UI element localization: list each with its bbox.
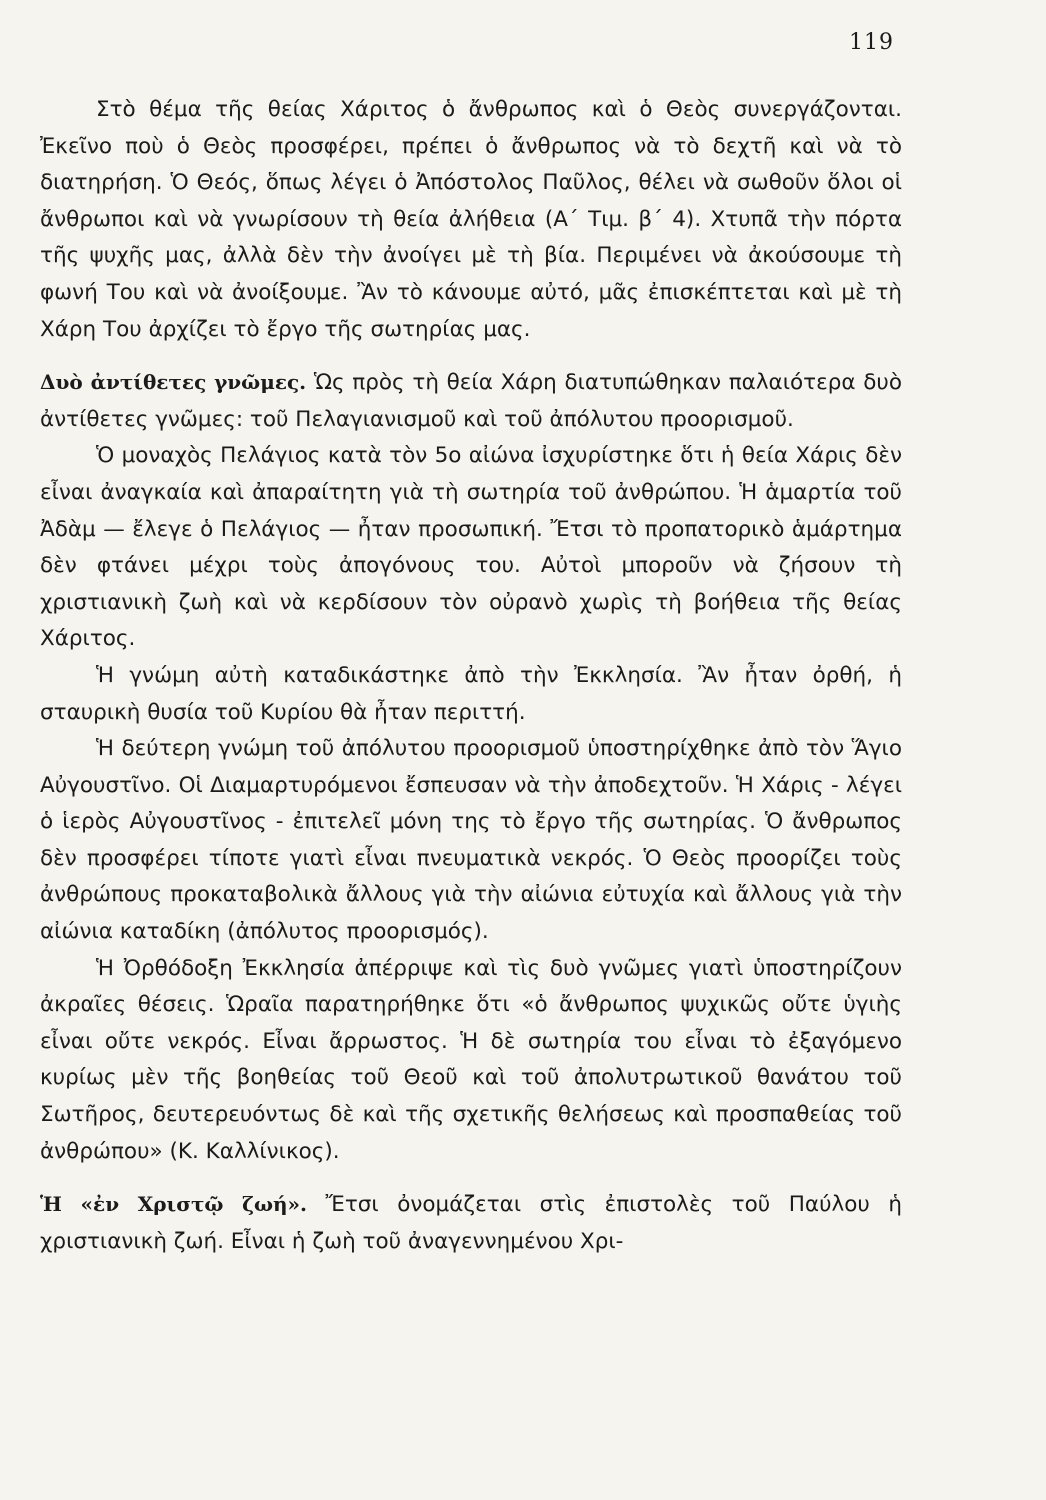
body-text xyxy=(40,92,902,1260)
paragraph-life-in-christ-text: Ἔτσι ὀνομάζεται στὶς ἐπιστολὲς τοῦ Παύλου ἡ χριστιανικὴ ζωή. Εἶναι ἡ ζωὴ τοῦ ἀναγεννημένου Χρι- xyxy=(40,1192,902,1254)
section-heading-two-opinions: Δυὸ ἀντίθετες γνῶμες. xyxy=(40,370,307,395)
paragraph-life-in-christ xyxy=(40,1186,902,1260)
section-heading-life-in-christ: Ἡ «ἐν Χριστῷ ζωή». xyxy=(40,1192,308,1217)
paragraph-grace-cooperation: Στὸ θέμα τῆς θείας Χάριτος ὁ ἄνθρωπος καὶ ὁ Θεὸς συνεργάζονται. Ἐκεῖνο ποὺ ὁ Θεὸς προσφέρει, πρέπει ὁ ἄνθρωπος νὰ τὸ δεχτῆ καὶ νὰ τὸ διατηρήση. Ὁ Θεός, ὅπως λέγει ὁ Ἀπόστολος Παῦλος, θέλει νὰ σωθοῦν ὅλοι οἱ ἄνθρωποι καὶ νὰ γνωρίσουν τὴ θεία ἀλήθεια (Α΄ Τιμ. β΄ 4). Χτυπᾶ τὴν πόρτα τῆς ψυχῆς μας, ἀλλὰ δὲν τὴν ἀνοίγει μὲ τὴ βία. Περιμένει νὰ ἀκούσουμε τὴ φωνή Του καὶ νὰ ἀνοίξουμε. Ἂν τὸ κάνουμε αὐτό, μᾶς ἐπισκέπτεται καὶ μὲ τὴ Χάρη Του ἀρχίζει τὸ ἔργο τῆς σωτηρίας μας. xyxy=(40,97,902,342)
paragraph-orthodox-view: Ἡ Ὀρθόδοξη Ἐκκλησία ἀπέρριψε καὶ τὶς δυὸ γνῶμες γιατὶ ὑποστηρίζουν ἀκραῖες θέσεις. Ὡραῖα παρατηρήθηκε ὅτι «ὁ ἄνθρωπος ψυχικῶς οὔτε ὑγιὴς εἶναι οὔτε νεκρός. Εἶναι ἄρρωστος. Ἡ δὲ σωτηρία του εἶναι τὸ ἐξαγόμενο κυρίως μὲν τῆς βοηθείας τοῦ Θεοῦ καὶ τοῦ ἀπολυτρωτικοῦ θανάτου τοῦ Σωτῆρος, δευτερευόντως δὲ καὶ τῆς σχετικῆς θελήσεως καὶ προσπαθείας τοῦ ἀνθρώπου» (Κ. Καλλίνικος). xyxy=(40,955,902,1164)
paragraph-two-opinions xyxy=(40,364,902,438)
paragraph-two-opinions-text: Ὡς πρὸς τὴ θεία Χάρη διατυπώθηκαν παλαιότερα δυὸ ἀντίθετες γνῶμες: τοῦ Πελαγιανισμοῦ καὶ τοῦ ἀπόλυτου προορισμοῦ. xyxy=(40,370,902,432)
paragraph-pelagius: Ὁ μοναχὸς Πελάγιος κατὰ τὸν 5ο αἰώνα ἰσχυρίστηκε ὅτι ἡ θεία Χάρις δὲν εἶναι ἀναγκαία καὶ ἀπαραίτητη γιὰ τὴ σωτηρία τοῦ ἀνθρώπου. Ἡ ἁμαρτία τοῦ Ἀδὰμ — ἔλεγε ὁ Πελάγιος — ἦταν προσωπική. Ἔτσι τὸ προπατορικὸ ἁμάρτημα δὲν φτάνει μέχρι τοὺς ἀπογόνους του. Αὐτοὶ μποροῦν νὰ ζήσουν τὴ χριστιανικὴ ζωὴ καὶ νὰ κερδίσουν τὸν οὐρανὸ χωρὶς τὴ βοήθεια τῆς θείας Χάριτος. xyxy=(40,443,902,652)
paragraph-condemnation: Ἡ γνώμη αὐτὴ καταδικάστηκε ἀπὸ τὴν Ἐκκλησία. Ἂν ἦταν ὀρθή, ἡ σταυρικὴ θυσία τοῦ Κυρίου θὰ ἦταν περιττή. xyxy=(40,662,902,725)
paragraph-predestination: Ἡ δεύτερη γνώμη τοῦ ἀπόλυτου προορισμοῦ ὑποστηρίχθηκε ἀπὸ τὸν Ἅγιο Αὐγουστῖνο. Οἱ Διαμαρτυρόμενοι ἔσπευσαν νὰ τὴν ἀποδεχτοῦν. Ἡ Χάρις - λέγει ὁ ἱερὸς Αὐγουστῖνος - ἐπιτελεῖ μόνη της τὸ ἔργο τῆς σωτηρίας. Ὁ ἄνθρωπος δὲν προσφέρει τίποτε γιατὶ εἶναι πνευματικὰ νεκρός. Ὁ Θεὸς προορίζει τοὺς ἀνθρώπους προκαταβολικὰ ἄλλους γιὰ τὴν αἰώνια εὐτυχία καὶ ἄλλους γιὰ τὴν αἰώνια καταδίκη (ἀπόλυτος προορισμός). xyxy=(40,736,902,945)
page-number: 119 xyxy=(849,30,894,55)
